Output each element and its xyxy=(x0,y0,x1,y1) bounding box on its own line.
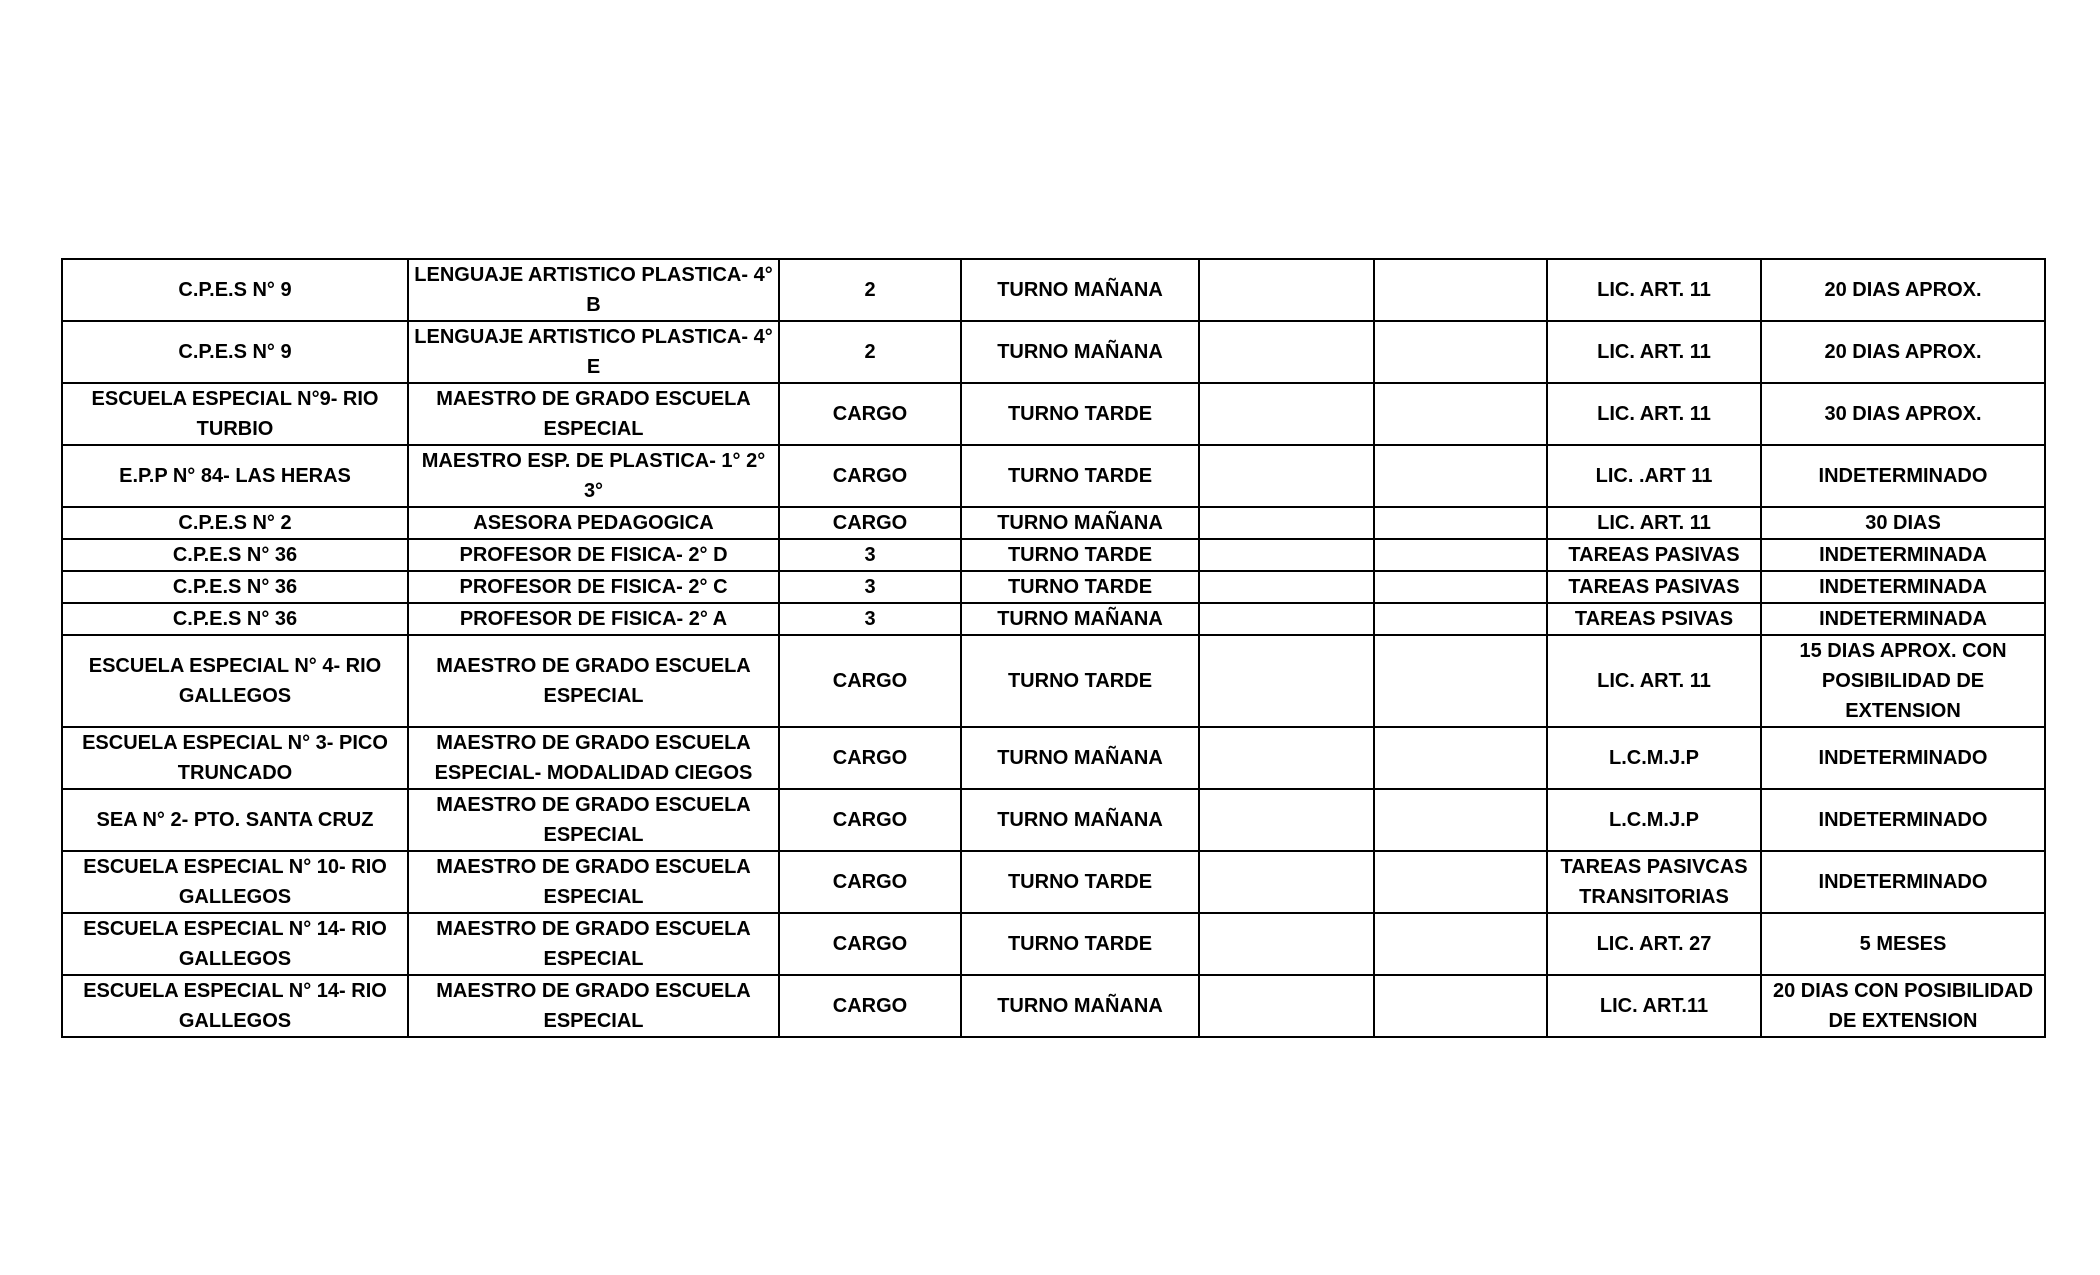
position-cell: MAESTRO DE GRADO ESCUELA ESPECIAL- MODALIDAD CIEGOS xyxy=(408,727,779,789)
duration-cell: 15 DIAS APROX. CON POSIBILIDAD DE EXTENSION xyxy=(1761,635,2045,727)
position-cell: MAESTRO DE GRADO ESCUELA ESPECIAL xyxy=(408,975,779,1037)
blank-cell xyxy=(1374,259,1547,321)
blank-cell xyxy=(1374,727,1547,789)
blank-cell xyxy=(1374,603,1547,635)
table-row xyxy=(62,727,2045,789)
duration-cell: INDETERMINADO xyxy=(1761,727,2045,789)
hours-cell: CARGO xyxy=(779,851,961,913)
table-row xyxy=(62,507,2045,539)
shift-cell: TURNO TARDE xyxy=(961,539,1199,571)
duration-cell: INDETERMINADO xyxy=(1761,445,2045,507)
blank-cell xyxy=(1199,635,1374,727)
leave-type-cell: LIC. ART. 11 xyxy=(1547,635,1761,727)
blank-cell xyxy=(1199,913,1374,975)
shift-cell: TURNO TARDE xyxy=(961,913,1199,975)
table-row xyxy=(62,635,2045,727)
table-row xyxy=(62,539,2045,571)
position-cell: MAESTRO ESP. DE PLASTICA- 1° 2° 3° xyxy=(408,445,779,507)
duration-cell: 20 DIAS CON POSIBILIDAD DE EXTENSION xyxy=(1761,975,2045,1037)
duration-cell: 20 DIAS APROX. xyxy=(1761,321,2045,383)
blank-cell xyxy=(1199,259,1374,321)
position-cell: MAESTRO DE GRADO ESCUELA ESPECIAL xyxy=(408,789,779,851)
duration-cell: 5 MESES xyxy=(1761,913,2045,975)
table-row xyxy=(62,975,2045,1037)
shift-cell: TURNO MAÑANA xyxy=(961,321,1199,383)
blank-cell xyxy=(1199,539,1374,571)
leave-type-cell: LIC. ART. 11 xyxy=(1547,507,1761,539)
hours-cell: CARGO xyxy=(779,789,961,851)
hours-cell: 2 xyxy=(779,321,961,383)
leave-type-cell: LIC. ART.11 xyxy=(1547,975,1761,1037)
shift-cell: TURNO TARDE xyxy=(961,851,1199,913)
document-sheet xyxy=(61,258,2044,1038)
school-cell: C.P.E.S N° 2 xyxy=(62,507,408,539)
school-cell: C.P.E.S N° 36 xyxy=(62,571,408,603)
duration-cell: 20 DIAS APROX. xyxy=(1761,259,2045,321)
hours-cell: CARGO xyxy=(779,383,961,445)
school-cell: C.P.E.S N° 9 xyxy=(62,259,408,321)
leave-type-cell: LIC. ART. 27 xyxy=(1547,913,1761,975)
blank-cell xyxy=(1374,539,1547,571)
blank-cell xyxy=(1374,975,1547,1037)
shift-cell: TURNO TARDE xyxy=(961,383,1199,445)
table-row xyxy=(62,603,2045,635)
table-row xyxy=(62,259,2045,321)
table-row xyxy=(62,851,2045,913)
blank-cell xyxy=(1199,851,1374,913)
shift-cell: TURNO MAÑANA xyxy=(961,507,1199,539)
blank-cell xyxy=(1199,507,1374,539)
leave-type-cell: TAREAS PASIVAS xyxy=(1547,571,1761,603)
position-cell: LENGUAJE ARTISTICO PLASTICA- 4° B xyxy=(408,259,779,321)
position-cell: PROFESOR DE FISICA- 2° D xyxy=(408,539,779,571)
shift-cell: TURNO TARDE xyxy=(961,635,1199,727)
leave-type-cell: TAREAS PSIVAS xyxy=(1547,603,1761,635)
blank-cell xyxy=(1374,383,1547,445)
blank-cell xyxy=(1199,321,1374,383)
shift-cell: TURNO MAÑANA xyxy=(961,259,1199,321)
shift-cell: TURNO MAÑANA xyxy=(961,975,1199,1037)
hours-cell: CARGO xyxy=(779,975,961,1037)
leave-type-cell: TAREAS PASIVAS xyxy=(1547,539,1761,571)
duration-cell: INDETERMINADA xyxy=(1761,571,2045,603)
blank-cell xyxy=(1374,507,1547,539)
hours-cell: CARGO xyxy=(779,445,961,507)
position-cell: ASESORA PEDAGOGICA xyxy=(408,507,779,539)
leave-type-cell: LIC. .ART 11 xyxy=(1547,445,1761,507)
duration-cell: INDETERMINADA xyxy=(1761,603,2045,635)
table-body xyxy=(62,259,2045,1037)
table-row xyxy=(62,571,2045,603)
blank-cell xyxy=(1199,571,1374,603)
hours-cell: 3 xyxy=(779,571,961,603)
position-cell: MAESTRO DE GRADO ESCUELA ESPECIAL xyxy=(408,851,779,913)
school-cell: C.P.E.S N° 36 xyxy=(62,539,408,571)
duration-cell: INDETERMINADO xyxy=(1761,851,2045,913)
position-cell: PROFESOR DE FISICA- 2° C xyxy=(408,571,779,603)
hours-cell: 3 xyxy=(779,603,961,635)
school-cell: ESCUELA ESPECIAL N°9- RIO TURBIO xyxy=(62,383,408,445)
blank-cell xyxy=(1199,975,1374,1037)
duration-cell: 30 DIAS APROX. xyxy=(1761,383,2045,445)
school-cell: C.P.E.S N° 9 xyxy=(62,321,408,383)
position-cell: MAESTRO DE GRADO ESCUELA ESPECIAL xyxy=(408,383,779,445)
shift-cell: TURNO MAÑANA xyxy=(961,789,1199,851)
hours-cell: CARGO xyxy=(779,635,961,727)
school-cell: ESCUELA ESPECIAL N° 3- PICO TRUNCADO xyxy=(62,727,408,789)
blank-cell xyxy=(1199,789,1374,851)
school-cell: C.P.E.S N° 36 xyxy=(62,603,408,635)
position-cell: MAESTRO DE GRADO ESCUELA ESPECIAL xyxy=(408,635,779,727)
blank-cell xyxy=(1374,635,1547,727)
table-row xyxy=(62,913,2045,975)
school-cell: SEA N° 2- PTO. SANTA CRUZ xyxy=(62,789,408,851)
school-cell: ESCUELA ESPECIAL N° 4- RIO GALLEGOS xyxy=(62,635,408,727)
leave-type-cell: L.C.M.J.P xyxy=(1547,789,1761,851)
blank-cell xyxy=(1374,571,1547,603)
school-cell: ESCUELA ESPECIAL N° 14- RIO GALLEGOS xyxy=(62,975,408,1037)
duration-cell: INDETERMINADO xyxy=(1761,789,2045,851)
hours-cell: CARGO xyxy=(779,727,961,789)
position-cell: LENGUAJE ARTISTICO PLASTICA- 4° E xyxy=(408,321,779,383)
table-row xyxy=(62,789,2045,851)
hours-cell: 3 xyxy=(779,539,961,571)
position-cell: MAESTRO DE GRADO ESCUELA ESPECIAL xyxy=(408,913,779,975)
school-cell: E.P.P N° 84- LAS HERAS xyxy=(62,445,408,507)
duration-cell: INDETERMINADA xyxy=(1761,539,2045,571)
shift-cell: TURNO MAÑANA xyxy=(961,603,1199,635)
shift-cell: TURNO MAÑANA xyxy=(961,727,1199,789)
leave-type-cell: LIC. ART. 11 xyxy=(1547,259,1761,321)
blank-cell xyxy=(1374,321,1547,383)
shift-cell: TURNO TARDE xyxy=(961,571,1199,603)
school-cell: ESCUELA ESPECIAL N° 10- RIO GALLEGOS xyxy=(62,851,408,913)
blank-cell xyxy=(1374,445,1547,507)
hours-cell: 2 xyxy=(779,259,961,321)
vacancies-table xyxy=(61,258,2046,1038)
position-cell: PROFESOR DE FISICA- 2° A xyxy=(408,603,779,635)
leave-type-cell: LIC. ART. 11 xyxy=(1547,383,1761,445)
table-row xyxy=(62,321,2045,383)
leave-type-cell: LIC. ART. 11 xyxy=(1547,321,1761,383)
hours-cell: CARGO xyxy=(779,507,961,539)
table-row xyxy=(62,445,2045,507)
blank-cell xyxy=(1199,445,1374,507)
school-cell: ESCUELA ESPECIAL N° 14- RIO GALLEGOS xyxy=(62,913,408,975)
hours-cell: CARGO xyxy=(779,913,961,975)
blank-cell xyxy=(1199,383,1374,445)
leave-type-cell: TAREAS PASIVCAS TRANSITORIAS xyxy=(1547,851,1761,913)
duration-cell: 30 DIAS xyxy=(1761,507,2045,539)
blank-cell xyxy=(1199,603,1374,635)
blank-cell xyxy=(1374,913,1547,975)
leave-type-cell: L.C.M.J.P xyxy=(1547,727,1761,789)
blank-cell xyxy=(1374,789,1547,851)
shift-cell: TURNO TARDE xyxy=(961,445,1199,507)
blank-cell xyxy=(1199,727,1374,789)
blank-cell xyxy=(1374,851,1547,913)
table-row xyxy=(62,383,2045,445)
